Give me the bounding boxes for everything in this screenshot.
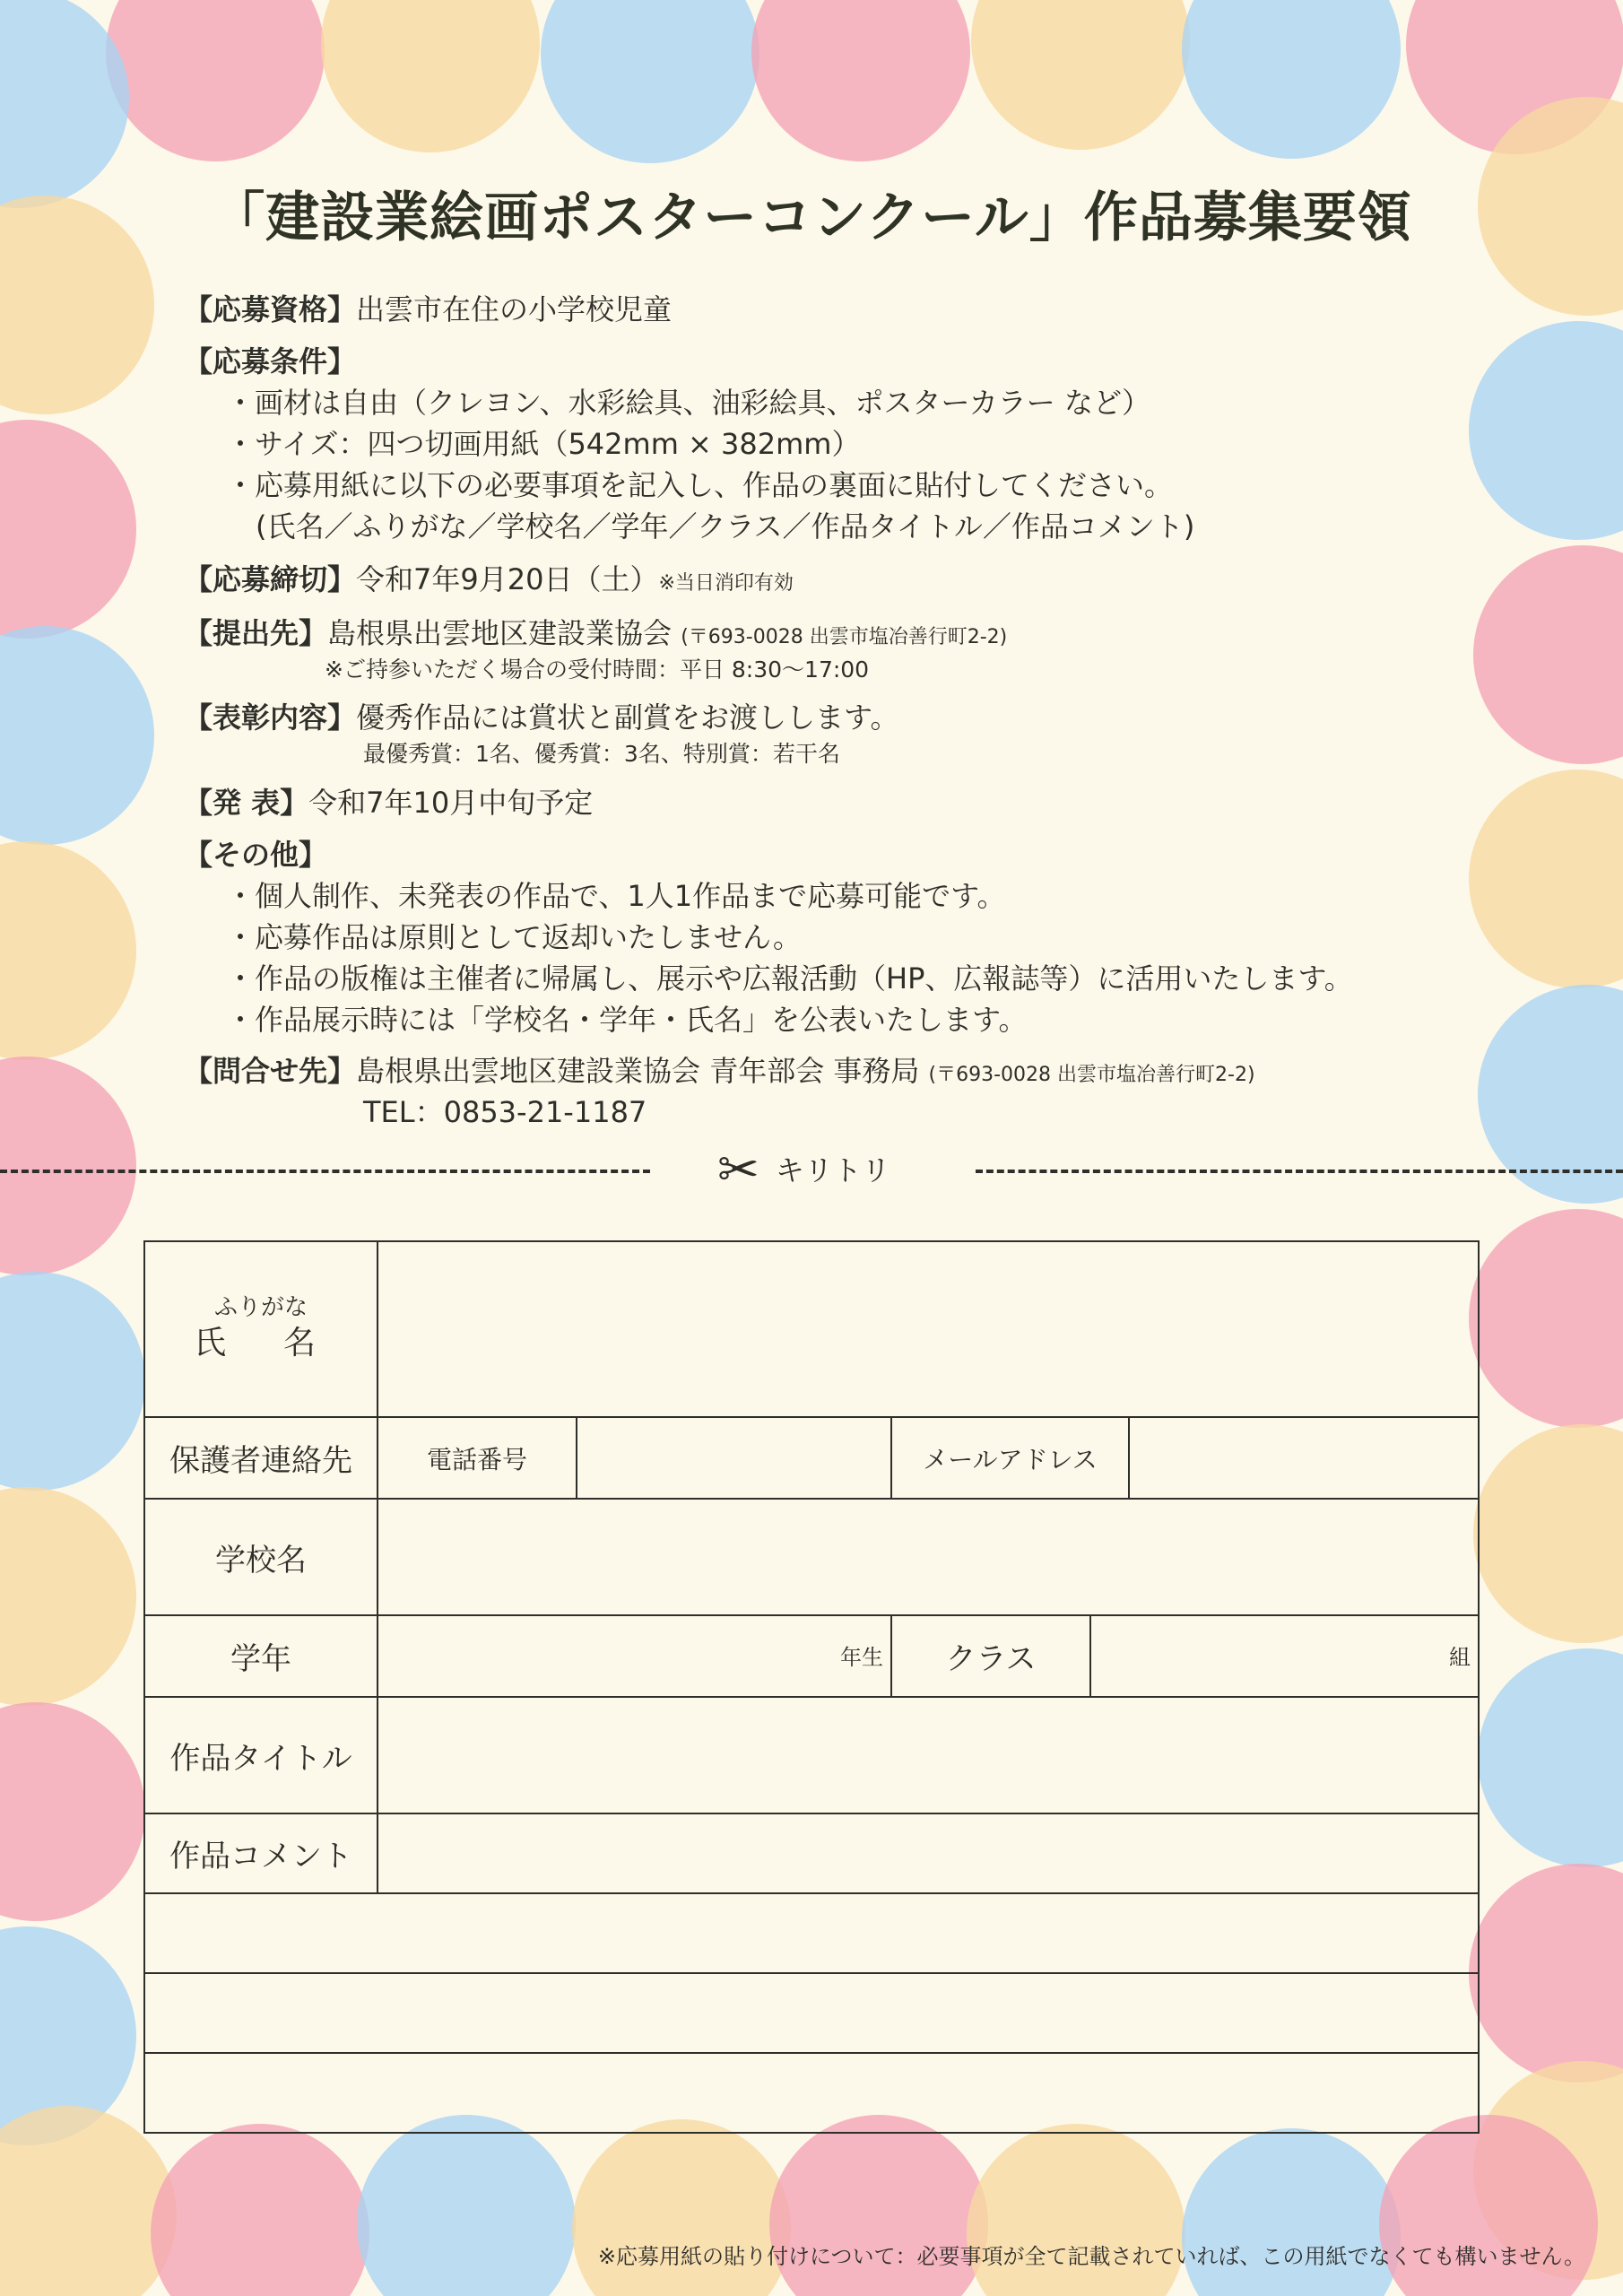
school-label-cell: [145, 1500, 378, 1616]
name-label-cell: [145, 1242, 378, 1418]
submit-label: 【提出先】: [184, 616, 328, 650]
phone-label: 電話番号: [426, 1444, 527, 1474]
announce-label: 【発 表】: [184, 786, 309, 820]
eligibility-label: 【応募資格】: [184, 292, 357, 326]
other-item: ・応募作品は原則として返却いたしません。: [226, 920, 802, 954]
other-item: ・作品展示時には「学校名・学年・氏名」を公表いたします。: [226, 1003, 1028, 1037]
cut-line-right: [976, 1170, 1623, 1173]
grade-label-cell: [145, 1616, 378, 1698]
other-item: ・個人制作、未発表の作品で、1人1作品まで応募可能です。: [226, 879, 1006, 913]
name-label: 氏 名: [193, 1325, 328, 1361]
email-field[interactable]: [1130, 1418, 1478, 1500]
guardian-label-cell: [145, 1418, 378, 1500]
contact-label: 【問合せ先】: [184, 1054, 357, 1088]
guardian-label: 保護者連絡先: [169, 1443, 352, 1479]
contact-tel: TEL：0853-21-1187: [363, 1095, 647, 1129]
submit-address: (〒693-0028 出雲市塩冶善行町2-2): [681, 626, 1008, 648]
comment-line[interactable]: [145, 2054, 1478, 2132]
school-field[interactable]: [378, 1500, 1478, 1616]
cut-line-left: [0, 1170, 650, 1173]
application-form: [143, 1240, 1480, 2134]
phone-field[interactable]: [577, 1418, 892, 1500]
contact-address: (〒693-0028 出雲市塩冶善行町2-2): [928, 1064, 1255, 1086]
work-title-label: 作品タイトル: [169, 1740, 352, 1777]
deadline-text: 令和7年9月20日（土）: [356, 562, 659, 596]
submit-row: [184, 615, 1007, 656]
class-label: クラス: [945, 1641, 1037, 1677]
deadline-note: ※当日消印有効: [658, 572, 794, 595]
deadline-row: [184, 561, 794, 602]
announce-text: 令和7年10月中旬予定: [308, 786, 594, 820]
grade-field[interactable]: [378, 1616, 892, 1698]
comment-line[interactable]: [145, 1894, 1478, 1974]
deadline-label: 【応募締切】: [184, 562, 357, 596]
awards-detail: 最優秀賞：1名、優秀賞：3名、特別賞：若干名: [363, 741, 840, 767]
conditions-fields-note: (氏名／ふりがな／学校名／学年／クラス／作品タイトル／作品コメント): [256, 509, 1195, 544]
work-comment-field[interactable]: [378, 1814, 1478, 1894]
grade-unit: 年生: [840, 1645, 883, 1670]
cut-marker: [717, 1141, 890, 1199]
awards-label: 【表彰内容】: [184, 700, 357, 735]
eligibility-row: [184, 291, 672, 327]
condition-item: ・画材は自由（クレヨン、水彩絵具、油彩絵具、ポスターカラー など）: [226, 386, 1150, 420]
submit-note: ※ご持参いただく場合の受付時間：平日 8:30〜17:00: [325, 657, 870, 683]
scissors-icon: ✂: [717, 1141, 759, 1199]
contact-row: [184, 1053, 1255, 1093]
cut-label: キリトリ: [775, 1153, 890, 1187]
grade-label: 学年: [230, 1641, 291, 1677]
condition-item: ・応募用紙に以下の必要事項を記入し、作品の裏面に貼付してください。: [226, 468, 1174, 502]
footnote: ※応募用紙の貼り付けについて：必要事項が全て記載されていれば、この用紙でなくても構いません。: [597, 2244, 1585, 2269]
phone-label-cell: [378, 1418, 577, 1500]
furigana-label: ふりがな: [213, 1294, 308, 1321]
condition-item: ・サイズ：四つ切画用紙（542mm × 382mm）: [226, 427, 861, 461]
school-label: 学校名: [215, 1542, 307, 1578]
submit-text: 島根県出雲地区建設業協会: [327, 616, 673, 650]
awards-row: [184, 700, 898, 735]
name-field[interactable]: [378, 1242, 1478, 1418]
email-label: メールアドレス: [923, 1444, 1098, 1474]
class-field[interactable]: [1091, 1616, 1478, 1698]
other-label: 【その他】: [184, 838, 328, 872]
comment-line[interactable]: [145, 1974, 1478, 2054]
awards-text: 優秀作品には賞状と副賞をお渡しします。: [356, 700, 899, 735]
page-title: 「建設業絵画ポスターコンクール」作品募集要領: [211, 187, 1412, 249]
class-unit: 組: [1449, 1645, 1471, 1670]
other-item: ・作品の版権は主催者に帰属し、展示や広報活動（HP、広報誌等）に活用いたします。: [226, 961, 1353, 996]
work-comment-label: 作品コメント: [169, 1839, 352, 1874]
work-title-field[interactable]: [378, 1698, 1478, 1814]
announce-row: [184, 785, 593, 821]
work-title-label-cell: [145, 1698, 378, 1814]
class-label-cell: [892, 1616, 1091, 1698]
conditions-label: 【応募条件】: [184, 344, 357, 378]
work-comment-label-cell: [145, 1814, 378, 1894]
email-label-cell: [892, 1418, 1130, 1500]
contact-text: 島根県出雲地区建設業協会 青年部会 事務局: [356, 1054, 920, 1088]
eligibility-text: 出雲市在住の小学校児童: [356, 292, 673, 326]
